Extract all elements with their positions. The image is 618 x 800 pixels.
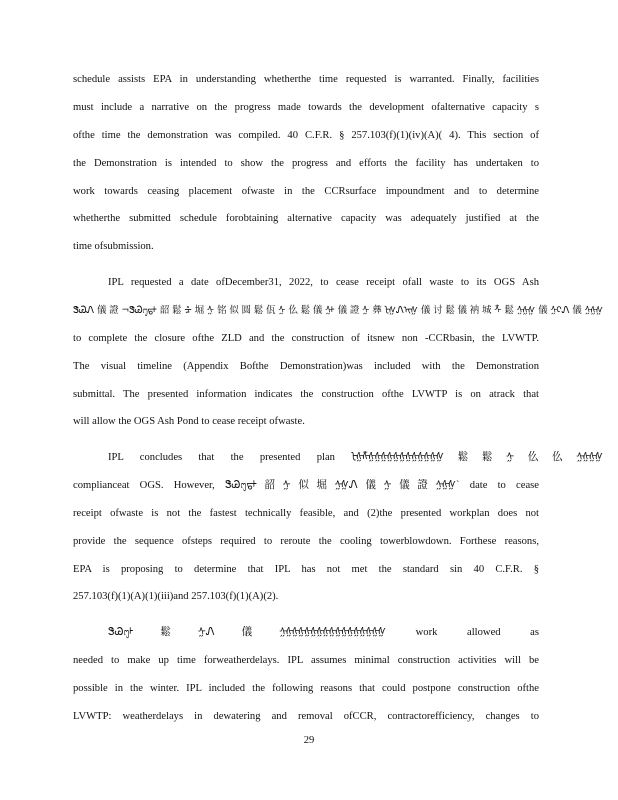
text-line: provide the sequence ofsteps required to reroute the cooling towerblowdown. Forthese reasons, <box>73 536 539 547</box>
text-line: LVWTP: weatherdelays in dewatering and removal ofCCR, contractorefficiency, changes to <box>73 711 539 722</box>
text-line: receipt ofwaste is not the fastest technically feasible, and (2)the presented workplan does not <box>73 508 539 519</box>
text-line: schedule assists EPA in understanding whetherthe time requested is warranted. Finally, facilities <box>73 74 539 85</box>
text-line: ᏕᏊ᧕ᡰ鬆ᢢᏁ儀ᢢᢢᢢᢢᢢᢢᢢᢢᢢᢢᢢᢢᢢᢢᢢᢢᢢ work allowed as <box>108 627 539 638</box>
text-line: work towards ceasing placement ofwaste in the CCRsurface impoundment and to determine <box>73 186 539 197</box>
text-line: IPL requested a date ofDecember31, 2022, to cease receipt ofall waste to its OGS Ash <box>108 277 539 288</box>
text-line: complianceat OGS. However, ᏕᏊ᧕ᡖᡰ韶ᢢ似堀ᢢᢢᏁ儀ᢢ儀證ᢢᢢᢢ` date to cease <box>73 480 539 491</box>
text-line: IPL concludes that the presented plan ᡶᢢᡮᢢᢢᢢᢢᢢᢢᢢᢢᢢᢢᢢᢢ鬆鬆ᢢ仫仫ᢢᢢᢢᢢ <box>108 452 603 463</box>
text-line: the Demonstration is intended to show the progress and efforts the facility has undertaken to <box>73 158 539 169</box>
text-line: will allow the OGS Ash Pond to cease receipt ofwaste. <box>73 416 305 427</box>
text-line: must include a narrative on the progress made towards the development ofalternative capacity s <box>73 102 539 113</box>
text-line: EPA is proposing to determine that IPL has not met the standard sin 40 C.F.R. § <box>73 564 539 575</box>
page-number: 29 <box>303 735 315 746</box>
text-line: 257.103(f)(1)(A)(1)(iii)and 257.103(f)(1)(A)(2). <box>73 591 279 602</box>
text-line: The visual timeline (Appendix Bofthe Demonstration)was included with the Demonstration <box>73 361 539 372</box>
text-line: to complete the closure ofthe ZLD and the construction of itsnew non -CCRbasin, the LVWTP. <box>73 333 539 344</box>
text-line: whetherthe submitted schedule forobtaining alternative capacity was adequately justified at the <box>73 213 539 224</box>
text-line: possible in the winter. IPL included the following reasons that could postpone construction ofthe <box>73 683 539 694</box>
text-line: time ofsubmission. <box>73 241 154 252</box>
text-line: submittal. The presented information indicates the construction ofthe LVWTP is on atrack that <box>73 389 539 400</box>
garbled-text-line: ᏕᏊᏁ儀證¬ᏕᏊ᧕ᡖᡰ韶鬆ᡱ堀ᢢ铭似圆鬆佤ᢢ仫鬆儀ᢢᡰ儀證ᢢ彝ᡶᢢᏁᢈᢢ儀讨鬆儀衲城ᡮ鬆ᢢᢢᢢ儀ᢢᢈᏁ儀ᢢᢢᢢ <box>73 305 603 316</box>
text-line: ofthe time the demonstration was compiled. 40 C.F.R. § 257.103(f)(1)(iv)(A)( 4). This section of <box>73 130 539 141</box>
text-line: needed to make up time forweatherdelays. IPL assumes minimal construction activities will be <box>73 655 539 666</box>
